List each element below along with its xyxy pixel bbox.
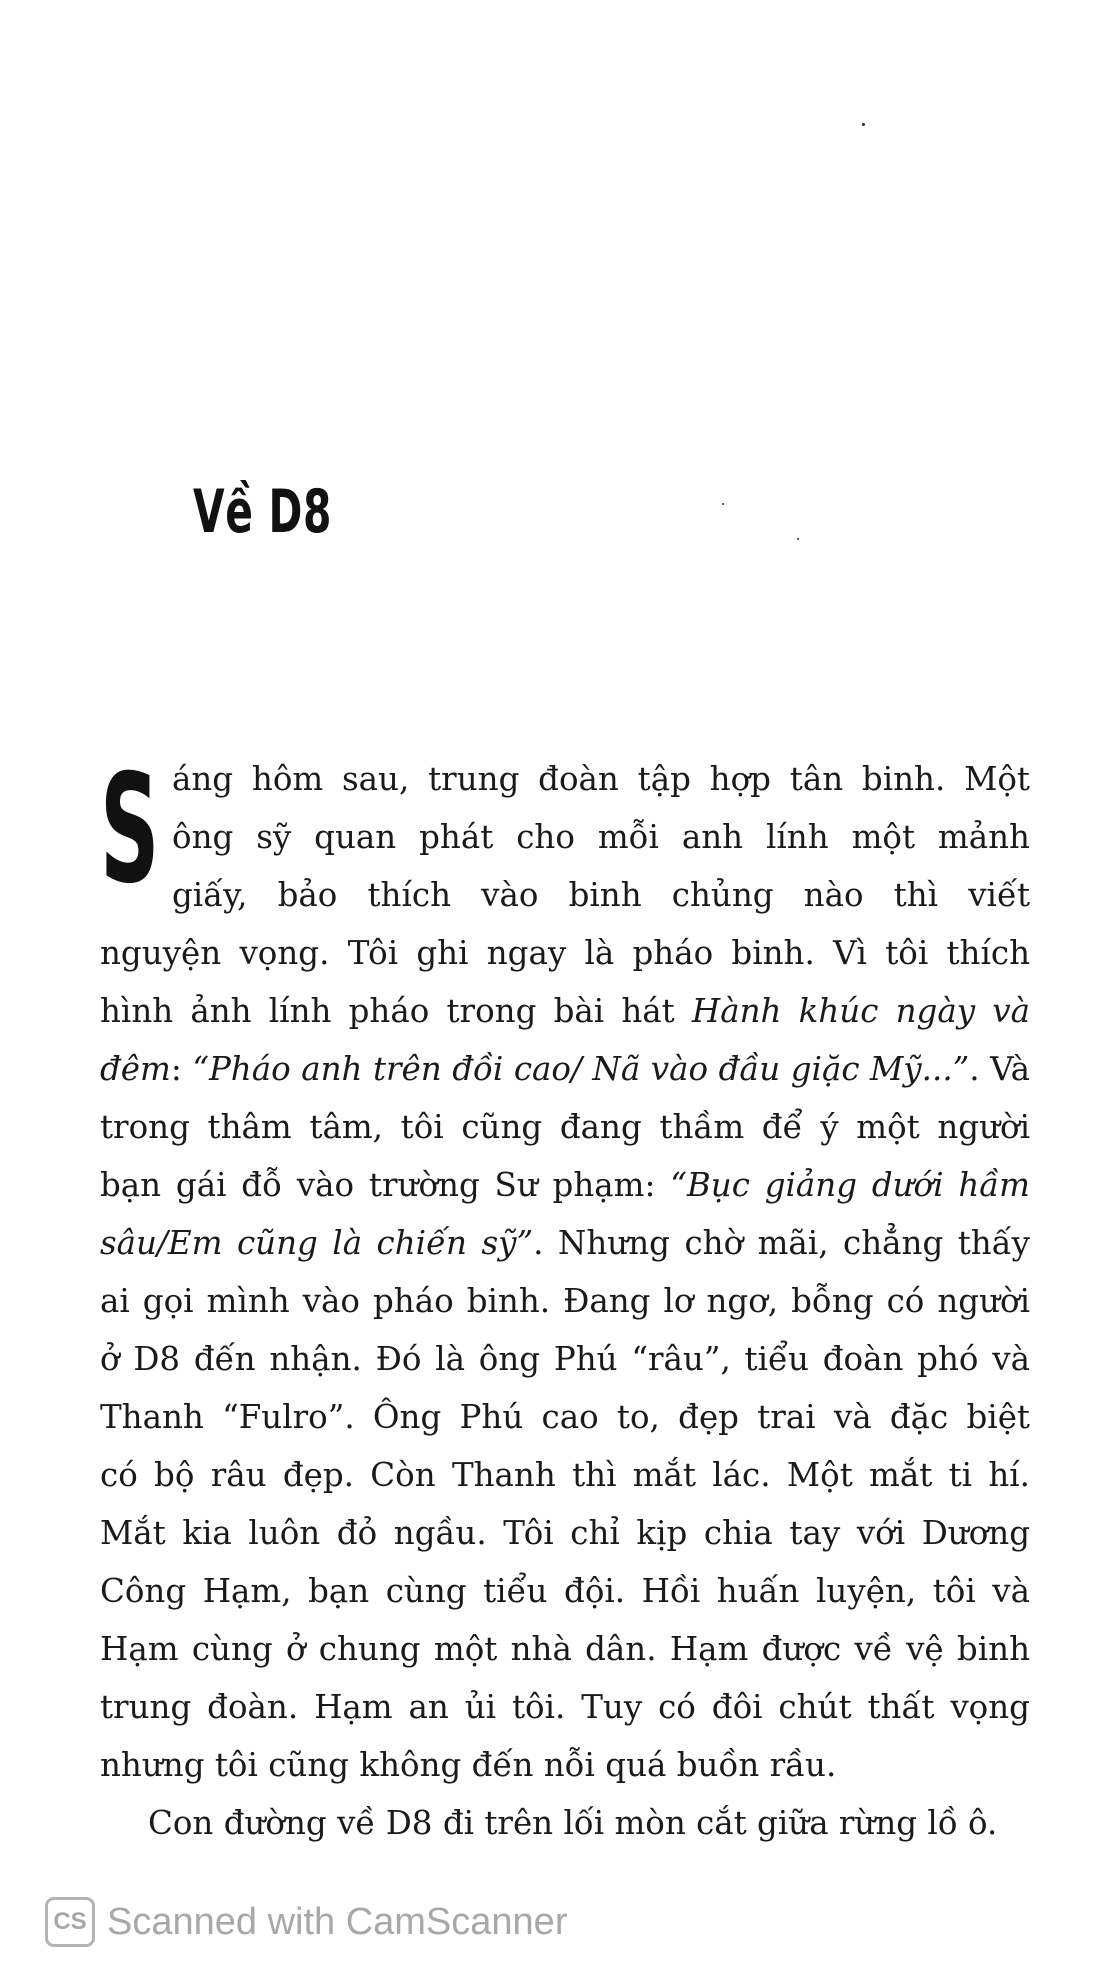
- text-line: nhưng tôi cũng không đến nỗi quá buồn rầu.: [100, 1746, 837, 1784]
- camscanner-logo-icon: CS: [45, 1897, 95, 1947]
- scan-speck: [722, 503, 724, 505]
- text-line: Hạm cùng ở chung một nhà dân. Hạm được về vệ binh: [100, 1630, 1030, 1668]
- watermark-text: Scanned with CamScanner: [107, 1900, 568, 1943]
- text-line: Công Hạm, bạn cùng tiểu đội. Hồi huấn luyện, tôi và: [100, 1572, 1030, 1610]
- song-quote: “Bục giảng dưới hầm: [670, 1166, 1030, 1204]
- text-line: nguyện vọng. Tôi ghi ngay là pháo binh. Vì tôi thích: [100, 934, 1030, 972]
- text-line: trong thâm tâm, tôi cũng đang thầm để ý một người: [100, 1108, 1030, 1146]
- scan-speck: [862, 123, 865, 126]
- text-line: ở D8 đến nhận. Đó là ông Phú “râu”, tiểu đoàn phó và: [100, 1340, 1030, 1378]
- body-text: [100, 743, 1030, 1852]
- text-line: trung đoàn. Hạm an ủi tôi. Tuy có đôi chút thất vọng: [100, 1688, 1030, 1726]
- text-line: [100, 1214, 1030, 1272]
- text-line: ông sỹ quan phát cho mỗi anh lính một mảnh: [172, 818, 1030, 856]
- camscanner-watermark: [45, 1895, 567, 1949]
- song-quote: sâu/Em cũng là chiến sỹ”: [100, 1224, 534, 1262]
- chapter-title: Về D8: [193, 477, 333, 547]
- text-line: có bộ râu đẹp. Còn Thanh thì mắt lác. Một mắt ti hí.: [100, 1456, 1030, 1494]
- text-segment: . Và: [969, 1050, 1030, 1088]
- text-line: Thanh “Fulro”. Ông Phú cao to, đẹp trai và đặc biệt: [100, 1398, 1030, 1436]
- text-line: [100, 982, 1030, 1040]
- scan-speck: [797, 538, 799, 540]
- song-quote: “Pháo anh trên đồi cao/ Nã vào đầu giặc Mỹ...”: [192, 1050, 970, 1088]
- text-line: [100, 1156, 1030, 1214]
- text-segment: bạn gái đỗ vào trường Sư phạm:: [100, 1166, 656, 1204]
- text-segment: hình ảnh lính pháo trong bài hát: [100, 992, 675, 1030]
- drop-cap: S: [100, 743, 160, 917]
- text-line: [100, 1040, 1030, 1098]
- song-title: Hành khúc ngày và: [691, 992, 1030, 1030]
- song-title: đêm: [100, 1050, 171, 1088]
- text-line: áng hôm sau, trung đoàn tập hợp tân binh. Một: [172, 760, 1030, 798]
- text-segment: :: [170, 1050, 193, 1088]
- text-line: Con đường về D8 đi trên lối mòn cắt giữa rừng lồ ô.: [148, 1804, 998, 1842]
- text-line: Mắt kia luôn đỏ ngầu. Tôi chỉ kịp chia tay với Dương: [100, 1514, 1030, 1552]
- text-line: ai gọi mình vào pháo binh. Đang lơ ngơ, bỗng có người: [100, 1282, 1030, 1320]
- text-line: giấy, bảo thích vào binh chủng nào thì viết: [172, 876, 1030, 914]
- text-segment: . Nhưng chờ mãi, chẳng thấy: [533, 1224, 1030, 1262]
